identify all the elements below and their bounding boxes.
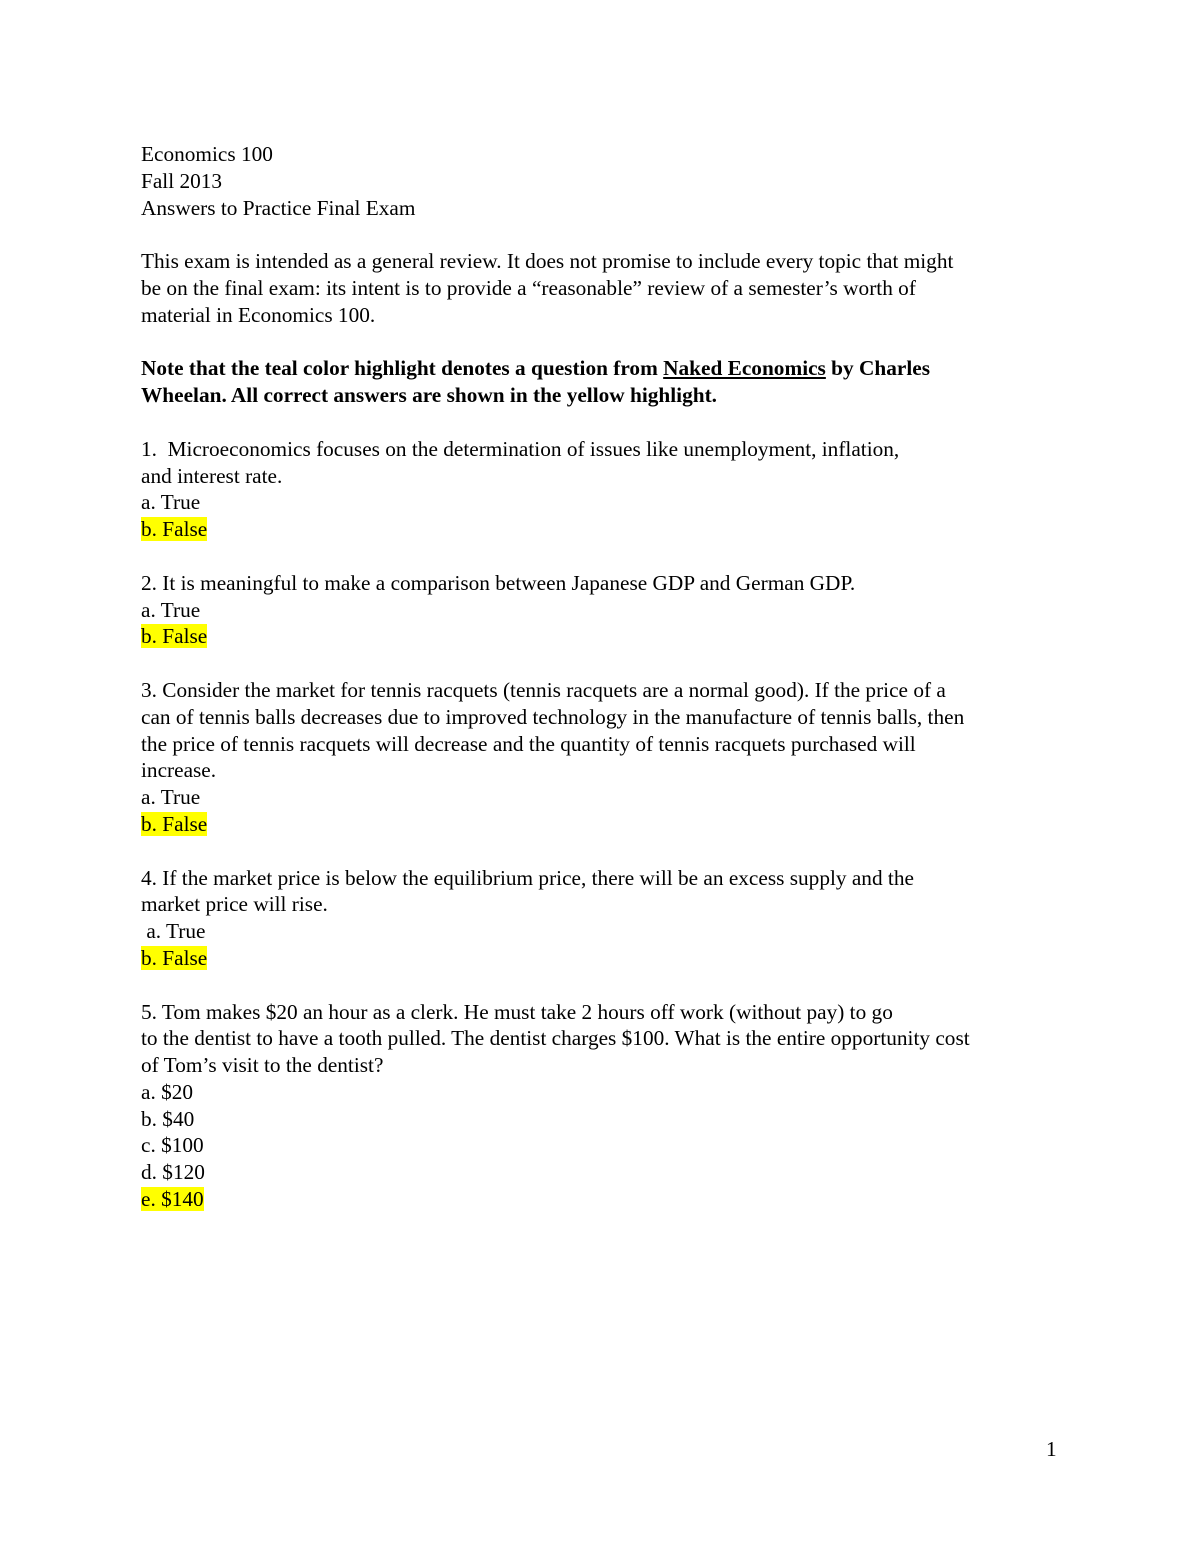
question-text: the price of tennis racquets will decrease and the quantity of tennis racquets purchased will bbox=[141, 731, 916, 756]
question-text: to the dentist to have a tooth pulled. The dentist charges $100. What is the entire opportunity cost bbox=[141, 1026, 970, 1051]
correct-answer-option bbox=[141, 516, 1081, 543]
question-text: 2. It is meaningful to make a comparison between Japanese GDP and German GDP. bbox=[141, 570, 856, 595]
answer-option: a. True bbox=[141, 490, 201, 515]
note-text: by Charles bbox=[825, 356, 930, 381]
answer-option: a. True bbox=[141, 597, 201, 622]
correct-answer-option bbox=[141, 1186, 1081, 1213]
intro-line: This exam is intended as a general review. It does not promise to include every topic that might bbox=[141, 249, 954, 274]
question-5 bbox=[141, 999, 1081, 1213]
course-title: Economics 100 bbox=[141, 142, 273, 166]
question-1 bbox=[141, 436, 1081, 543]
question-4 bbox=[141, 865, 1081, 972]
answer-option: b. $40 bbox=[141, 1106, 195, 1131]
note-paragraph bbox=[141, 355, 1081, 409]
question-3 bbox=[141, 677, 1081, 838]
answer-option: a. $20 bbox=[141, 1079, 194, 1104]
question-text: increase. bbox=[141, 758, 217, 783]
intro-paragraph bbox=[141, 248, 1081, 328]
answer-option: a. True bbox=[141, 785, 201, 810]
correct-answer-option bbox=[141, 623, 1081, 650]
correct-answer-option bbox=[141, 811, 1081, 838]
answer-highlight: b. False bbox=[141, 811, 208, 836]
intro-line: be on the final exam: its intent is to provide a “reasonable” review of a semester’s worth of bbox=[141, 275, 916, 300]
question-text: market price will rise. bbox=[141, 892, 328, 917]
question-2 bbox=[141, 570, 1081, 650]
question-text: 3. Consider the market for tennis racquets (tennis racquets are a normal good). If the price of a bbox=[141, 677, 946, 702]
answer-highlight: b. False bbox=[141, 624, 208, 649]
answer-highlight: e. $140 bbox=[141, 1187, 204, 1212]
term: Fall 2013 bbox=[141, 168, 223, 193]
answer-highlight: b. False bbox=[141, 517, 208, 542]
answer-option: d. $120 bbox=[141, 1160, 205, 1185]
question-text: 5. Tom makes $20 an hour as a clerk. He must take 2 hours off work (without pay) to go bbox=[141, 999, 893, 1024]
intro-line: material in Economics 100. bbox=[141, 302, 376, 327]
correct-answer-option bbox=[141, 945, 1081, 972]
question-text: 1. Microeconomics focuses on the determination of issues like unemployment, inflation, bbox=[141, 436, 900, 461]
question-text: can of tennis balls decreases due to improved technology in the manufacture of tennis balls, then bbox=[141, 704, 965, 729]
answer-option: a. True bbox=[141, 919, 206, 944]
question-text: and interest rate. bbox=[141, 463, 283, 488]
note-line: Wheelan. All correct answers are shown in the yellow highlight. bbox=[141, 383, 717, 408]
document-page bbox=[141, 141, 1081, 1213]
document-title: Answers to Practice Final Exam bbox=[141, 195, 416, 220]
question-text: of Tom’s visit to the dentist? bbox=[141, 1053, 384, 1078]
note-text: Note that the teal color highlight denotes a question from bbox=[141, 356, 664, 381]
note-line bbox=[141, 355, 1081, 382]
answer-option: c. $100 bbox=[141, 1133, 204, 1158]
book-title: Naked Economics bbox=[663, 356, 826, 381]
question-text: 4. If the market price is below the equilibrium price, there will be an excess supply and the bbox=[141, 865, 914, 890]
page-number: 1 bbox=[1046, 1437, 1057, 1461]
answer-highlight: b. False bbox=[141, 945, 208, 970]
